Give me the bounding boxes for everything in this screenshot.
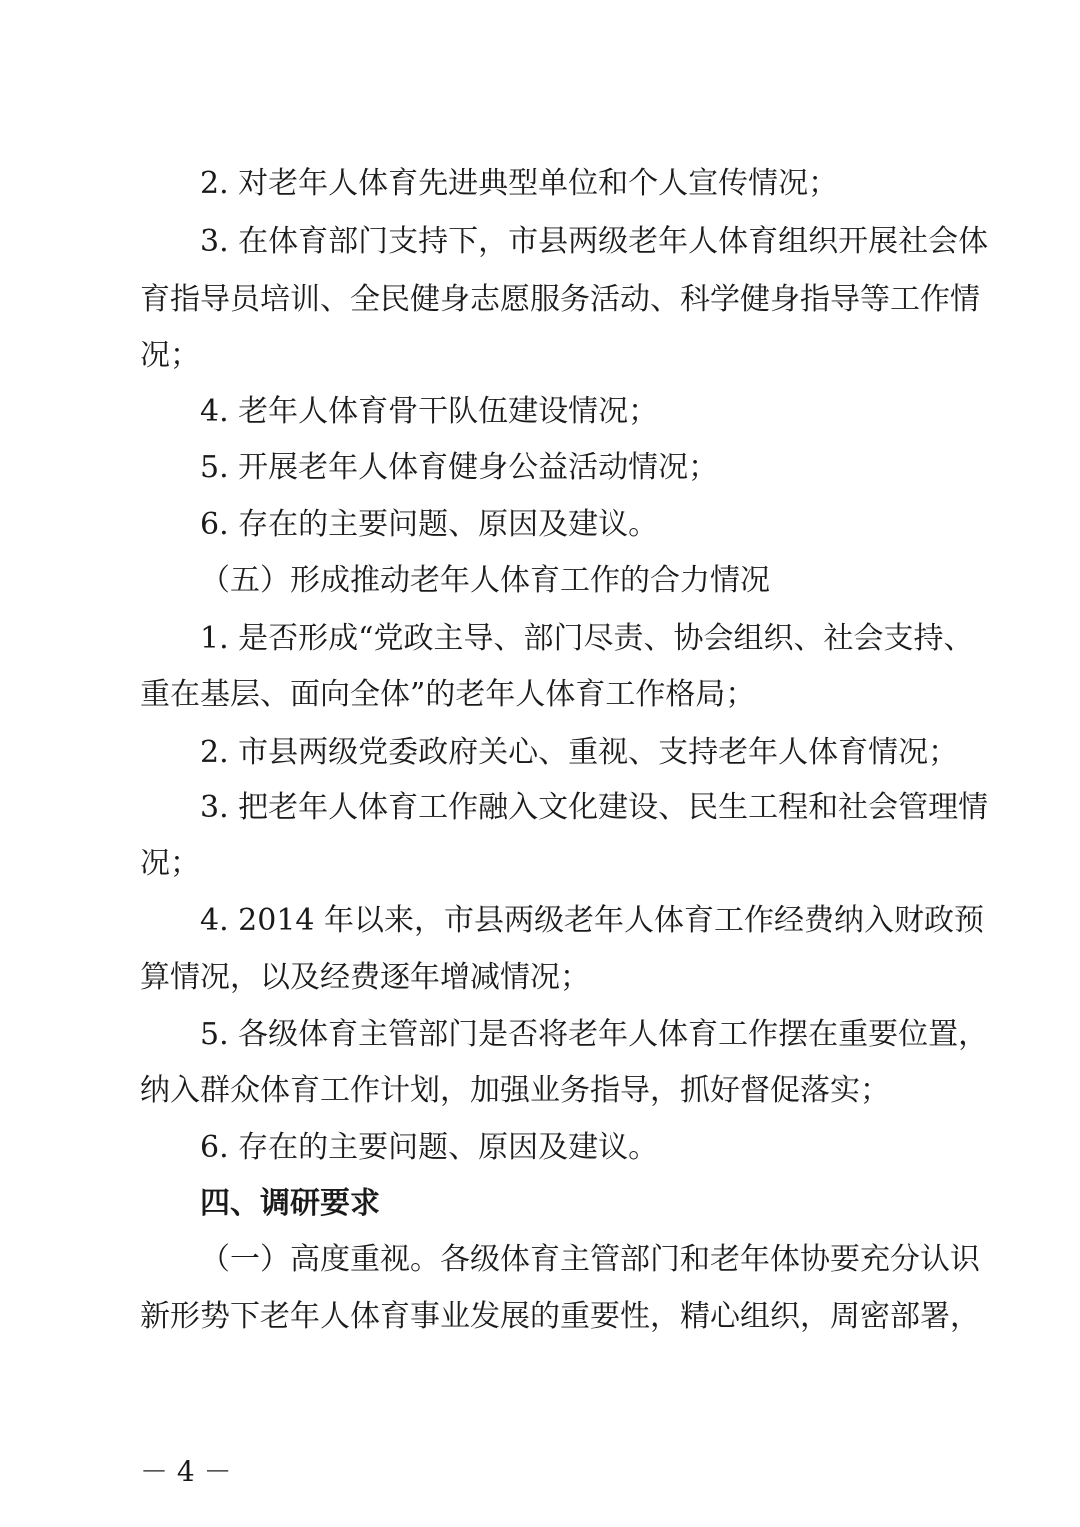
text-line: 6. 存在的主要问题、原因及建议。 xyxy=(200,1130,659,1165)
text-line: 6. 存在的主要问题、原因及建议。 xyxy=(200,507,659,542)
text-line: 况； xyxy=(140,338,200,373)
text-line: 新形势下老年人体育事业发展的重要性，精心组织，周密部署， xyxy=(140,1299,980,1334)
text-line: 4. 老年人体育骨干队伍建设情况； xyxy=(200,394,659,429)
text-line: 4. 2014 年以来，市县两级老年人体育工作经费纳入财政预 xyxy=(200,903,985,938)
text-line: 3. 在体育部门支持下，市县两级老年人体育组织开展社会体 xyxy=(200,224,989,259)
text-line: 5. 开展老年人体育健身公益活动情况； xyxy=(200,450,719,485)
text-line: 2. 对老年人体育先进典型单位和个人宣传情况； xyxy=(200,166,839,201)
section-heading: （五）形成推动老年人体育工作的合力情况 xyxy=(200,563,770,598)
text-line: 1. 是否形成“党政主导、部门尽责、协会组织、社会支持、 xyxy=(200,621,974,656)
text-line: 2. 市县两级党委政府关心、重视、支持老年人体育情况； xyxy=(200,735,959,770)
text-line: 算情况，以及经费逐年增减情况； xyxy=(140,960,590,995)
text-line: （一）高度重视。各级体育主管部门和老年体协要充分认识 xyxy=(200,1242,980,1277)
text-line: 况； xyxy=(140,846,200,881)
text-line: 3. 把老年人体育工作融入文化建设、民生工程和社会管理情 xyxy=(200,790,989,825)
page-number: － 4 － xyxy=(140,1455,232,1488)
text-line: 5. 各级体育主管部门是否将老年人体育工作摆在重要位置， xyxy=(200,1017,989,1052)
text-line: 育指导员培训、全民健身志愿服务活动、科学健身指导等工作情 xyxy=(140,282,980,317)
section-heading: 四、调研要求 xyxy=(200,1186,380,1221)
text-line: 重在基层、面向全体”的老年人体育工作格局； xyxy=(140,677,756,712)
text-line: 纳入群众体育工作计划，加强业务指导，抓好督促落实； xyxy=(140,1073,890,1108)
